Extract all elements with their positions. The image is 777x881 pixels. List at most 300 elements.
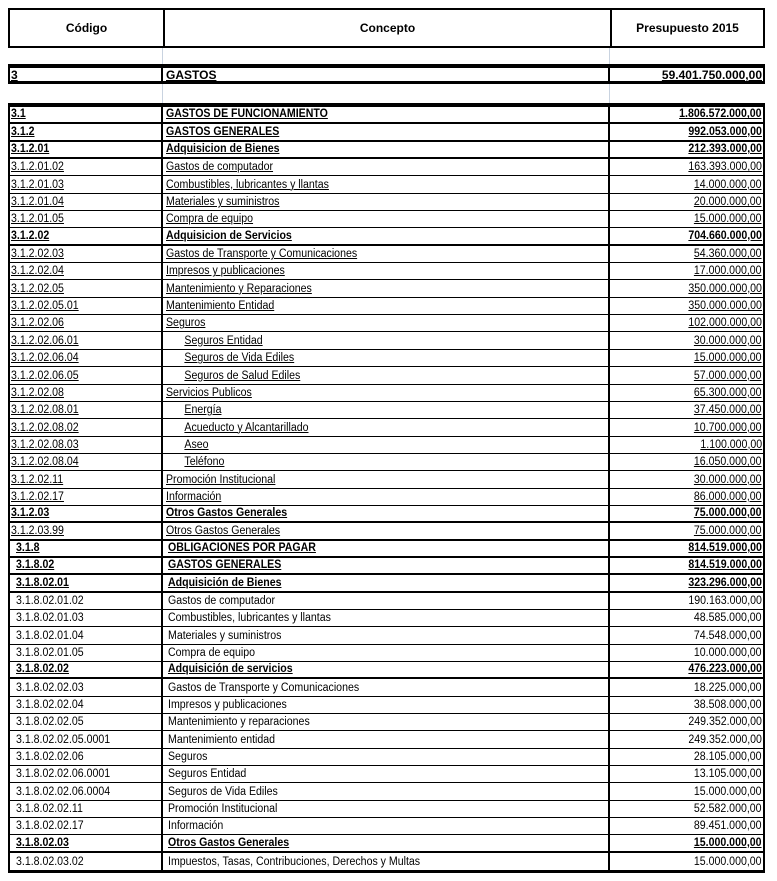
row-amount-text: 476.223.000,00 [688, 663, 762, 676]
row-code-text: 3.1.8.02.02.03 [16, 681, 84, 694]
row-concept-text: Información [166, 490, 222, 503]
row-code-text: 3.1.2.02 [11, 229, 50, 242]
row-amount [610, 107, 763, 122]
table-row[interactable] [10, 419, 763, 436]
row-concept-text: Información [168, 820, 224, 833]
row-code-text: 3.1.8.02.02.06.0001 [16, 768, 111, 781]
table-row[interactable] [10, 454, 763, 471]
row-concept [163, 332, 610, 348]
row-amount [610, 853, 763, 870]
row-amount-text: 323.296.000,00 [688, 576, 762, 589]
row-amount-text: 30.000.000,00 [694, 334, 762, 347]
row-amount-text: 13.105.000,00 [694, 768, 762, 781]
grand-total-row[interactable] [8, 64, 765, 84]
row-amount [610, 471, 763, 487]
row-concept-text: Otros Gastos Generales [168, 836, 290, 849]
row-amount-text: 52.582.000,00 [694, 803, 762, 816]
row-code-text: 3.1.8.02.01.02 [16, 594, 84, 607]
row-amount [610, 454, 763, 470]
row-concept [163, 749, 610, 765]
row-concept-text: GASTOS GENERALES [166, 125, 280, 138]
table-row[interactable] [10, 385, 763, 402]
row-code [10, 142, 163, 157]
row-code [10, 385, 163, 401]
row-code [10, 541, 163, 556]
row-code-text: 3.1.2.02.05.01 [11, 300, 79, 313]
row-amount-text: 14.000.000,00 [694, 178, 762, 191]
row-concept [163, 315, 610, 331]
row-code-text: 3.1.2.02.17 [11, 490, 64, 503]
row-code-text: 3.1 [11, 108, 26, 121]
row-amount [610, 367, 763, 383]
table-row[interactable] [10, 107, 763, 124]
spacer-row [8, 84, 765, 103]
row-concept [163, 801, 610, 817]
row-code-text: 3.1.2.03 [11, 507, 50, 520]
row-concept [163, 835, 610, 850]
row-amount-text: 37.450.000,00 [694, 404, 762, 417]
row-amount-text: 75.000.000,00 [694, 507, 762, 520]
row-concept [163, 211, 610, 227]
row-concept-text: Otros Gastos Generales [166, 524, 281, 537]
table-row[interactable] [10, 176, 763, 193]
row-code-text: 3.1.8.02.02.17 [16, 820, 84, 833]
row-amount-text: 249.352.000,00 [688, 716, 762, 729]
row-amount [610, 783, 763, 799]
row-code [10, 107, 163, 122]
table-row[interactable] [10, 506, 763, 523]
row-code-text: 3.1.8.02.02.11 [16, 803, 83, 816]
row-code [10, 437, 163, 453]
table-row[interactable] [10, 350, 763, 367]
grand-total-amount: 59.401.750.000,00 [661, 68, 762, 82]
row-code-text: 3.1.2.02.08.04 [11, 456, 79, 469]
grand-total-concept: GASTOS [163, 68, 610, 81]
row-amount [610, 263, 763, 279]
row-code-text: 3.1.8.02.01.04 [16, 629, 84, 642]
row-concept [163, 610, 610, 626]
table-row[interactable] [10, 593, 763, 610]
row-concept [163, 385, 610, 401]
row-concept-text: Promoción Institucional [168, 803, 278, 816]
row-code-text: 3.1.8.02.03.02 [16, 856, 84, 869]
row-concept [163, 159, 610, 175]
row-concept-text: GASTOS GENERALES [168, 559, 282, 572]
row-amount [610, 211, 763, 227]
row-code [10, 332, 163, 348]
row-amount-text: 74.548.000,00 [694, 629, 762, 642]
header-code: Código [10, 10, 165, 46]
row-concept-text: Gastos de computador [168, 594, 276, 607]
row-code-text: 3.1.2.02.04 [11, 265, 64, 278]
table-row[interactable] [10, 679, 763, 696]
row-amount-text: 20.000.000,00 [694, 196, 762, 209]
table-row[interactable] [10, 263, 763, 280]
row-code [10, 645, 163, 661]
row-concept [163, 454, 610, 470]
row-amount-text: 249.352.000,00 [688, 733, 762, 746]
table-row[interactable] [10, 142, 763, 159]
row-amount [610, 749, 763, 765]
table-row[interactable] [10, 731, 763, 748]
row-amount [610, 315, 763, 331]
row-amount [610, 835, 763, 850]
row-concept [163, 697, 610, 713]
row-concept-text: Adquisición de servicios [168, 663, 293, 676]
row-concept-text: Seguros [168, 751, 208, 764]
row-concept-text: Servicios Publicos [166, 386, 252, 399]
row-code-text: 3.1.8.02.02 [16, 663, 69, 676]
row-code [10, 176, 163, 192]
row-amount-text: 163.393.000,00 [688, 161, 762, 174]
row-code [10, 575, 163, 590]
row-concept [163, 402, 610, 418]
row-concept [163, 714, 610, 730]
row-code [10, 558, 163, 573]
row-amount-text: 190.163.000,00 [688, 594, 762, 607]
table-row[interactable] [10, 766, 763, 783]
row-code-text: 3.1.2.02.06.05 [11, 369, 79, 382]
row-code [10, 593, 163, 609]
row-code-text: 3.1.2.02.06 [11, 317, 64, 330]
row-code [10, 627, 163, 643]
row-concept [163, 506, 610, 521]
row-concept [163, 107, 610, 122]
row-amount-text: 15.000.000,00 [694, 352, 762, 365]
row-code-text: 3.1.8.02.02.05.0001 [16, 733, 111, 746]
row-concept [163, 246, 610, 262]
row-amount [610, 194, 763, 210]
row-concept-text: Combustibles, lubricantes y llantas [168, 612, 331, 625]
row-code [10, 714, 163, 730]
row-code [10, 471, 163, 487]
row-amount-text: 17.000.000,00 [694, 265, 762, 278]
row-amount [610, 350, 763, 366]
row-concept-text: Compra de equipo [166, 213, 254, 226]
row-code-text: 3.1.2.01.05 [11, 213, 64, 226]
row-concept-text: Seguros [166, 317, 206, 330]
table-row[interactable] [10, 124, 763, 141]
table-row[interactable] [10, 541, 763, 558]
row-code [10, 801, 163, 817]
row-amount [610, 541, 763, 556]
row-concept-text: Adquisicion de Bienes [166, 143, 280, 156]
row-amount [610, 280, 763, 296]
row-code [10, 124, 163, 139]
row-concept [163, 558, 610, 573]
row-amount [610, 645, 763, 661]
row-code-text: 3.1.8.02.02.06 [16, 751, 84, 764]
row-amount-text: 350.000.000,00 [688, 282, 762, 295]
row-code [10, 228, 163, 243]
row-code [10, 280, 163, 296]
row-code-text: 3.1.8 [16, 541, 40, 554]
row-code [10, 818, 163, 834]
row-concept-text: Combustibles, lubricantes y llantas [166, 178, 329, 191]
row-concept-text: Impuestos, Tasas, Contribuciones, Derechos y Multas [168, 856, 421, 869]
row-code-text: 3.1.2.02.08.01 [11, 404, 79, 417]
row-amount-text: 10.000.000,00 [694, 647, 762, 659]
table-row[interactable] [10, 211, 763, 228]
row-concept [163, 489, 610, 505]
row-amount-text: 86.000.000,00 [694, 490, 762, 503]
row-concept [163, 541, 610, 556]
row-amount [610, 818, 763, 834]
row-amount-text: 28.105.000,00 [694, 751, 762, 764]
row-concept-text: Adquisicion de Servicios [166, 229, 292, 242]
row-amount [610, 298, 763, 314]
row-amount [610, 593, 763, 609]
row-amount-text: 1.100.000,00 [700, 438, 762, 451]
table-row[interactable] [10, 332, 763, 349]
row-amount [610, 662, 763, 677]
row-amount-text: 15.000.000,00 [694, 213, 762, 226]
table-row[interactable] [10, 437, 763, 454]
row-concept-text: Materiales y suministros [166, 196, 280, 209]
row-concept [163, 679, 610, 695]
row-concept [163, 142, 610, 157]
table-row[interactable] [10, 489, 763, 506]
row-amount-text: 54.360.000,00 [694, 248, 762, 261]
row-amount [610, 489, 763, 505]
table-row[interactable] [10, 558, 763, 575]
row-amount [610, 714, 763, 730]
row-concept-text: Seguros Entidad [168, 768, 247, 781]
table-row[interactable] [10, 246, 763, 263]
row-concept-text: Impresos y publicaciones [168, 699, 287, 712]
row-amount-text: 75.000.000,00 [694, 524, 762, 537]
row-concept [163, 575, 610, 590]
table-row[interactable] [10, 783, 763, 800]
row-code-text: 3.1.2.01.04 [11, 196, 64, 209]
table-row[interactable] [10, 367, 763, 384]
row-amount-text: 15.000.000,00 [694, 836, 762, 849]
row-concept [163, 419, 610, 435]
row-concept [163, 627, 610, 643]
row-concept-text: OBLIGACIONES POR PAGAR [168, 541, 316, 554]
row-code-text: 3.1.2.01 [11, 143, 50, 156]
row-code [10, 853, 163, 870]
row-amount-text: 30.000.000,00 [694, 473, 762, 486]
row-concept-text: GASTOS DE FUNCIONAMIENTO [166, 108, 328, 121]
row-concept-text: Materiales y suministros [168, 629, 282, 642]
row-concept-text: Otros Gastos Generales [166, 507, 288, 520]
row-code-text: 3.1.2.02.08.02 [11, 421, 79, 434]
row-code [10, 749, 163, 765]
row-amount-text: 814.519.000,00 [688, 541, 762, 554]
row-amount-text: 814.519.000,00 [688, 559, 762, 572]
row-code-text: 3.1.2.02.06.01 [11, 334, 79, 347]
row-concept-text: Mantenimiento Entidad [166, 300, 275, 313]
table-row[interactable] [10, 523, 763, 540]
table-row[interactable] [10, 853, 763, 870]
table-row[interactable] [10, 627, 763, 644]
row-amount-text: 57.000.000,00 [694, 369, 762, 382]
row-amount [610, 766, 763, 782]
row-code [10, 697, 163, 713]
table-row[interactable] [10, 645, 763, 662]
table-row[interactable] [10, 714, 763, 731]
row-concept [163, 350, 610, 366]
row-concept [163, 124, 610, 139]
row-amount-text: 38.508.000,00 [694, 699, 762, 712]
row-amount-text: 704.660.000,00 [688, 229, 762, 242]
row-concept-text: Promoción Institucional [166, 473, 276, 486]
row-code [10, 506, 163, 521]
row-code [10, 835, 163, 850]
row-concept-text: Seguros de Vida Ediles [168, 785, 278, 798]
row-concept [163, 593, 610, 609]
table-row[interactable] [10, 818, 763, 835]
row-amount [610, 159, 763, 175]
row-code [10, 402, 163, 418]
row-concept [163, 437, 610, 453]
row-code [10, 489, 163, 505]
row-code [10, 731, 163, 747]
table-row[interactable] [10, 228, 763, 245]
table-row[interactable] [10, 697, 763, 714]
row-concept [163, 853, 610, 870]
row-code [10, 766, 163, 782]
table-row[interactable] [10, 610, 763, 627]
row-concept [163, 818, 610, 834]
row-concept [163, 194, 610, 210]
row-code-text: 3.1.2.01.03 [11, 178, 64, 191]
row-concept-text: Acueducto y Alcantarillado [184, 421, 309, 434]
spacer-row [8, 48, 765, 64]
row-amount-text: 65.300.000,00 [694, 386, 762, 399]
row-amount [610, 558, 763, 573]
row-concept [163, 662, 610, 677]
row-code-text: 3.1.8.02 [16, 559, 55, 572]
row-amount [610, 402, 763, 418]
row-amount [610, 523, 763, 538]
row-code [10, 454, 163, 470]
row-code [10, 350, 163, 366]
row-code-text: 3.1.8.02.01 [16, 576, 69, 589]
table-row[interactable] [10, 298, 763, 315]
row-code-text: 3.1.8.02.01.05 [16, 647, 84, 659]
row-concept-text: Impresos y publicaciones [166, 265, 285, 278]
row-concept [163, 783, 610, 799]
row-concept-text: Seguros de Vida Ediles [184, 352, 295, 365]
row-concept [163, 263, 610, 279]
row-code-text: 3.1.8.02.03 [16, 836, 69, 849]
row-code-text: 3.1.2.02.08 [11, 386, 64, 399]
row-amount [610, 610, 763, 626]
row-code [10, 783, 163, 799]
row-amount-text: 15.000.000,00 [694, 785, 762, 798]
table-row[interactable] [10, 159, 763, 176]
table-row[interactable] [10, 801, 763, 818]
row-concept-text: Energía [184, 404, 222, 417]
row-concept-text: Mantenimiento entidad [168, 733, 276, 746]
row-code [10, 523, 163, 538]
row-code [10, 211, 163, 227]
row-amount [610, 228, 763, 243]
row-amount-text: 16.050.000,00 [694, 456, 762, 469]
row-concept-text: Aseo [184, 438, 209, 451]
row-concept [163, 471, 610, 487]
row-amount [610, 801, 763, 817]
row-code [10, 194, 163, 210]
row-amount [610, 627, 763, 643]
row-code [10, 315, 163, 331]
row-amount-text: 992.053.000,00 [688, 125, 762, 138]
row-concept [163, 228, 610, 243]
row-code [10, 246, 163, 262]
row-code-text: 3.1.8.02.02.05 [16, 716, 84, 729]
row-amount [610, 332, 763, 348]
row-code [10, 610, 163, 626]
row-concept-text: Seguros Entidad [184, 334, 263, 347]
row-concept-text: Mantenimiento y Reparaciones [166, 282, 312, 295]
table-row[interactable] [10, 835, 763, 852]
row-code [10, 159, 163, 175]
row-concept-text: Seguros de Salud Ediles [184, 369, 301, 382]
row-concept-text: Teléfono [184, 456, 225, 469]
row-amount [610, 176, 763, 192]
row-code-text: 3.1.2.01.02 [11, 161, 64, 174]
grand-total-code: 3 [10, 68, 163, 81]
row-amount [610, 679, 763, 695]
row-concept [163, 280, 610, 296]
table-row[interactable] [10, 662, 763, 679]
row-concept [163, 766, 610, 782]
table-row[interactable] [10, 471, 763, 488]
row-code-text: 3.1.8.02.02.06.0004 [16, 785, 111, 798]
table-row[interactable] [10, 194, 763, 211]
row-concept-text: Gastos de Transporte y Comunicaciones [166, 248, 358, 261]
row-amount [610, 697, 763, 713]
table-row[interactable] [10, 575, 763, 592]
table-row[interactable] [10, 315, 763, 332]
header-budget: Presupuesto 2015 [636, 21, 739, 35]
row-amount [610, 246, 763, 262]
row-code-text: 3.1.8.02.01.03 [16, 612, 84, 625]
row-amount-text: 1.806.572.000,00 [679, 108, 762, 121]
row-amount [610, 506, 763, 521]
row-amount [610, 124, 763, 139]
row-concept-text: Gastos de computador [166, 161, 274, 174]
row-amount-text: 10.700.000,00 [694, 421, 762, 434]
table-row[interactable] [10, 749, 763, 766]
row-code [10, 419, 163, 435]
row-amount-text: 89.451.000,00 [694, 820, 762, 833]
table-row[interactable] [10, 280, 763, 297]
row-amount [610, 419, 763, 435]
row-amount-text: 350.000.000,00 [688, 300, 762, 313]
row-code [10, 298, 163, 314]
row-code-text: 3.1.2.02.03 [11, 248, 64, 261]
table-row[interactable] [10, 402, 763, 419]
row-amount-text: 18.225.000,00 [694, 681, 762, 694]
row-amount-text: 102.000.000,00 [688, 317, 762, 330]
row-concept [163, 645, 610, 661]
row-concept-text: Gastos de Transporte y Comunicaciones [168, 681, 360, 694]
row-code-text: 3.1.2 [11, 125, 35, 138]
row-concept-text: Mantenimiento y reparaciones [168, 716, 310, 729]
row-amount [610, 142, 763, 157]
row-amount [610, 385, 763, 401]
row-amount [610, 575, 763, 590]
row-code [10, 662, 163, 677]
row-concept [163, 367, 610, 383]
row-code-text: 3.1.2.02.08.03 [11, 438, 79, 451]
header-concept: Concepto [165, 10, 612, 46]
row-code [10, 367, 163, 383]
row-code [10, 679, 163, 695]
